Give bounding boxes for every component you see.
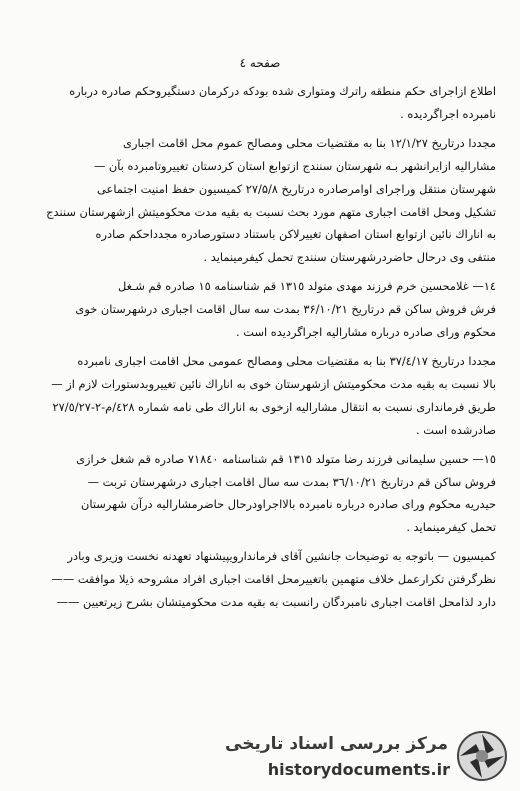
document-line: مجددا درتاریخ ٣٧/٤/١٧ بنا به مقتضیات محلی ومصالح عمومی محل اقامت اجباری نامبرده bbox=[77, 353, 496, 368]
document-line: دارد لذامحل اقامت اجباری نامبردگان رانسبت به بقیه مدت محکومیتشان بشرح زیرتعیین —— bbox=[56, 595, 496, 610]
document-line: مشارالیه ازایرانشهر بـه شهرستان سنندج ازتوابع استان کردستان تغییروتامبرده بآن — bbox=[93, 158, 496, 173]
document-line: ١٥— حسین سلیمانی فرزند رضا متولد ١٣١٥ قم شناسنامه ٧١٨٤٠ صادره قم شغل خرازی bbox=[76, 451, 496, 466]
document-line: نامبرده اجراگردیده . bbox=[400, 106, 496, 121]
document-line: حیدریه محکوم ورای صادره درباره نامبرده بالااجراودرحال حاضرمشارالیه درآن شهرستان bbox=[81, 497, 496, 512]
document-line: ١٤— غلامحسین خرم فرزند مهدی متولد ١٣١٥ قم شناسنامه ١٥ صادره قم شـغل bbox=[117, 279, 496, 294]
document-line: نظرگرفتن تکرارعمل خلاف متهمین باتغییرمحل اقامت اجباری افراد مشروحه ذیلا موافقت —— bbox=[51, 572, 496, 587]
document-line: منتفی وی درحال حاضردرشهرستان سنندج تحمل کیفرمینماید . bbox=[203, 250, 496, 265]
document-line: تشکیل ومحل اقامت اجباری متهم مورد بحث نسبت به بقیه مدت محکومیتش ازشهرستان سنندج bbox=[46, 204, 496, 219]
document-body bbox=[26, 80, 496, 614]
document-line: فرش فروش ساکن قم درتاریخ ۳۶/۱۰/۲۱ بمدت سه سال اقامت اجباری درشهرستان خوی bbox=[75, 302, 496, 317]
document-line: به اناراك نائین ازتوابع استان اصفهان تغییرلاکن باستناد دستورصادره مجدداحکم صادره bbox=[95, 227, 496, 242]
camera-aperture-logo-icon bbox=[456, 730, 508, 782]
document-line: صادرشده است . bbox=[416, 422, 496, 437]
document-line: مجددا درتاریخ ۱۲/۱/۲۷ بنا به مقتضیات محلی ومصالح عموم محل اقامت اجباری bbox=[123, 135, 496, 150]
document-line: محکوم ورای صادره درباره مشارالیه اجراگردیده است . bbox=[236, 325, 496, 340]
document-line: اطلاع ازاجرای حکم منطقه راترك ومتواری شده بودکه درکرمان دستگیروحکم صادره درباره bbox=[69, 84, 496, 98]
watermark-title: مرکز بررسی اسناد تاریخی bbox=[225, 734, 448, 754]
document-line: تحمل کیفرمینماید . bbox=[406, 520, 496, 535]
document-line: شهرستان منتقل وراجرای اوامرصادره درتاریخ ۲۷/۵/۸ کمیسیون حفظ امنیت اجتماعی bbox=[97, 181, 496, 196]
archive-watermark bbox=[222, 728, 512, 784]
document-line: طریق فرمانداری نسبت به انتقال مشارالیه ازخوی به اناراك طی نامه شماره ٤٢٨/م-٢-٢٧/٥/٢٧ bbox=[52, 399, 496, 414]
watermark-url[interactable]: historydocuments.ir bbox=[267, 760, 450, 779]
document-line: کمیسیون — باتوجه به توضیحات جانشین آقای فرماندارویپیشنهاد تعهدنه نخست وزیری وبادر bbox=[67, 549, 496, 564]
document-line: فروش ساکن قم درتاریخ ٣٦/١٠/٢١ بمدت سه سال اقامت اجباری درشهرستان تربت — bbox=[87, 474, 496, 489]
document-line: بالا نسبت به بقیه مدت محکومیتش ازشهرستان خوی به اناراك نائین تغییروبدستورات لازم از — bbox=[51, 376, 496, 391]
page-number: صفحه ٤ bbox=[239, 56, 281, 70]
